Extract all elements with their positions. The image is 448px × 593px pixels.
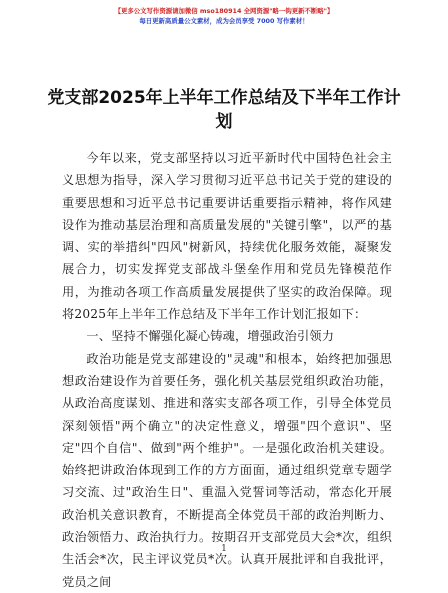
document-title: 党支部2025年上半年工作总结及下半年工作计划 [47,88,401,132]
body-paragraph: 政治功能是党支部建设的"灵魂"和根本，始终把加强思想政治建设作为首要任务，强化机关基层党组织政治功能，从政治高度谋划、推进和落实支部各项工作，引导全体党员深刻领悟"两个确立"的决定性意义，增强"四个意识"、坚定"四个自信"、做到"两个维护"。一是强化政治机关建设。始终把讲政治体现到工作的方方面面，通过组织党章专题学习交流、过"政治生日"、重温入党誓词等活动，常态化开展政治机关意识教育，不断提高全体党员干部的政治判断力、政治领悟力、政治执行力。按期召开支部党员大会*次，组织生活会*次，民主评议党员*次。认真开展批评和自我批评，党员之间 [62,351,392,589]
banner-line-1: 【更多公文写作资源请加微信 mso180914 全网资源"略一钩更新不断略"】 [114,7,334,15]
section-heading-1: 一、坚持不懈强化凝心铸魂，增强政治引领力 [86,329,335,344]
header-banner [0,6,448,26]
banner-line-2: 每日更新高质量公文素材，成为会员享受 7000 写作素材！ [139,17,309,25]
document-body [62,147,392,593]
page-number: 1 [221,544,227,554]
intro-paragraph: 今年以来，党支部坚持以习近平新时代中国特色社会主义思想为指导，深入学习贯彻习近平总书记关于党的建设的重要思想和习近平总书记重要讲话重要指示精神，将作风建设作为推动基层治理和高质量发展的"关键引擎"，以严的基调、实的举措纠"四风"树新风，持续优化服务效能，凝聚发展合力，切实发挥党支部战斗堡垒作用和党员先锋模范作用，为推动各项工作高质量发展提供了坚实的政治保障。现将2025年上半年工作总结及下半年工作计划汇报如下： [62,151,392,322]
